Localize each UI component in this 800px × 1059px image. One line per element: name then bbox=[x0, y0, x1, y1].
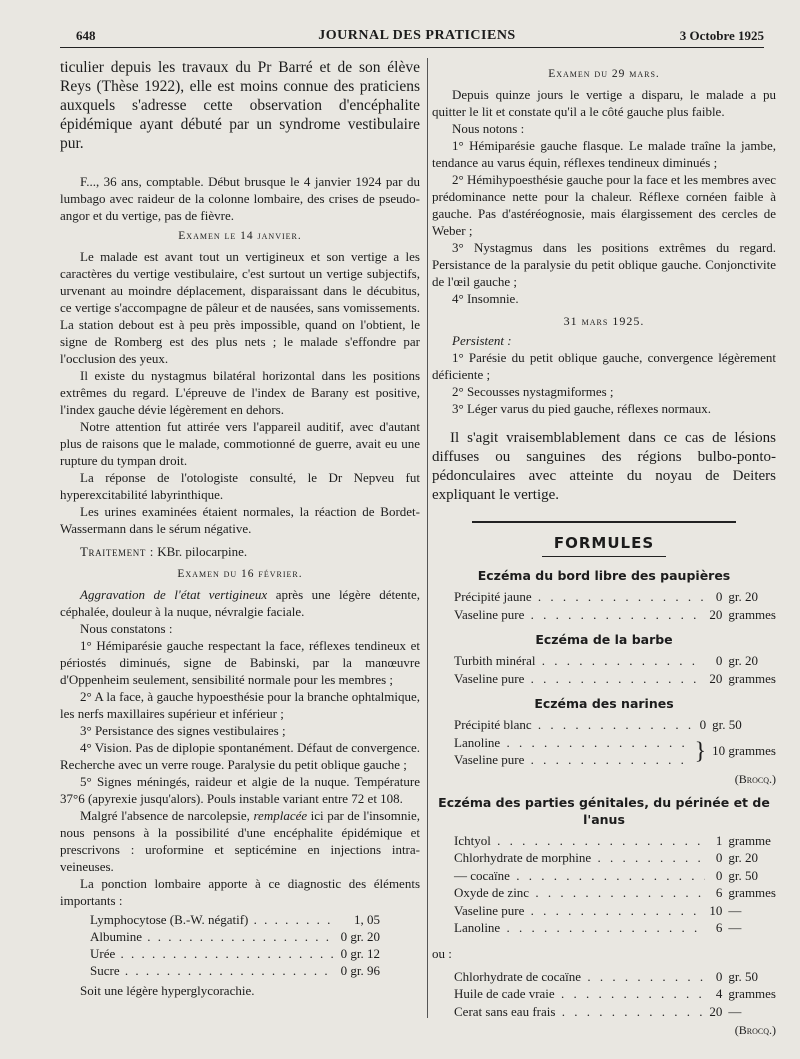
lab-row bbox=[90, 945, 380, 962]
formula-table-genitales bbox=[432, 832, 776, 937]
formula-row bbox=[432, 606, 776, 624]
formules-top-rule bbox=[472, 521, 736, 523]
persistent-item: 1° Parésie du petit oblique gauche, convergence légèrement déficiente ; bbox=[432, 350, 776, 382]
ingredient: Vaseline pure . . . bbox=[432, 606, 705, 624]
quantity: 20 bbox=[709, 606, 723, 622]
formula-row bbox=[432, 652, 776, 670]
right-column bbox=[432, 58, 776, 1039]
unit: gramme bbox=[728, 832, 771, 848]
quantity: 4 bbox=[715, 986, 723, 1001]
formula-heading: Eczéma des parties génitales, du périnée et de l'anus bbox=[438, 794, 770, 827]
quantity: 20 bbox=[709, 1003, 723, 1019]
persistent-item: 3° Léger varus du pied gauche, réflexes normaux. bbox=[452, 401, 711, 416]
formula-table-barbe bbox=[432, 652, 776, 687]
hyperglycorachie-line: Soit une légère hyperglycorachie. bbox=[80, 983, 255, 998]
exam3-paragraph: Depuis quinze jours le vertige a disparu, le malade a pu quitter le lit et constate qu'il a le côté gauche plus faible. bbox=[432, 87, 776, 119]
ingredient: Vaseline pure . . . bbox=[432, 751, 691, 769]
formula-row bbox=[432, 588, 776, 606]
brace-icon: } bbox=[694, 738, 707, 765]
lab-row bbox=[90, 911, 380, 928]
malgre-paragraph bbox=[60, 807, 420, 875]
quantity: 0 bbox=[715, 968, 723, 984]
lab-value: 0 gr. 20 bbox=[340, 929, 380, 944]
persistent-text: Persistent : bbox=[452, 333, 512, 348]
formula-row bbox=[432, 670, 776, 688]
ingredient: Vaseline pure . . . bbox=[432, 670, 705, 688]
lead-paragraph: ticulier depuis les travaux du Pr Barré et de son élève Reys (Thèse 1922), elle est moins connue des praticiens auxquels s'adresse cette observation d'encéphalite épidémique ayant débuté par un syndrome vestibulaire pur. bbox=[60, 59, 420, 152]
ingredient: — cocaïne . . . bbox=[432, 867, 705, 885]
unit: — bbox=[728, 920, 742, 935]
exam3-item: 1° Hémiparésie gauche flasque. Le malade traîne la jambe, tendance au varus équin, réflexes tendineux diminués ; bbox=[432, 138, 776, 170]
unit: gr. 50 bbox=[728, 867, 758, 883]
ponction-paragraph: La ponction lombaire apporte à ce diagnostic des éléments importants : bbox=[60, 876, 420, 908]
header-rule bbox=[60, 47, 764, 48]
aggravation-rest: après une légère détente, céphalée, douleur à la nuque, névralgie faciale. bbox=[60, 587, 421, 619]
formula-row bbox=[432, 968, 776, 986]
ou-line: ou : bbox=[432, 945, 452, 961]
lab-label: Albumine . . . bbox=[90, 928, 335, 945]
quantity: 10 bbox=[709, 902, 723, 918]
quantity: 1 bbox=[715, 832, 723, 848]
shared-quantity: 10 grammes bbox=[712, 743, 776, 759]
malgre-part-a: Malgré l'absence de narcolepsie, bbox=[80, 808, 254, 823]
lab-row bbox=[90, 962, 380, 979]
exam3-item: 3° Nystagmus dans les positions extrêmes du regard. Persistance de la paralysie du petit oblique gauche. Conjonctivite de l'œil gauche ; bbox=[432, 240, 776, 289]
formula-heading: Eczéma des narines bbox=[534, 696, 674, 711]
date-31-mars: 31 mars 1925. bbox=[563, 314, 645, 328]
formula-heading: Eczéma du bord libre des paupières bbox=[477, 568, 731, 583]
unit: gr. 20 bbox=[728, 850, 758, 865]
exam2-heading: Examen du 16 février. bbox=[177, 568, 303, 580]
quantity: 6 bbox=[715, 920, 723, 935]
exam1-paragraph-3: Notre attention fut attirée vers l'appareil auditif, avec d'autant plus de raisons que le malade, commotionné de guerre, avait eu une rupture du tympan droit. bbox=[60, 419, 420, 468]
aggravation-phrase: Aggravation de l'état vertigineux bbox=[80, 587, 268, 602]
unit: grammes bbox=[728, 606, 776, 622]
unit: gr. 50 bbox=[712, 717, 742, 732]
persistent-label bbox=[432, 332, 776, 349]
ingredient: Précipité jaune . . . bbox=[432, 588, 705, 606]
exam1-paragraph-4: La réponse de l'otologiste consulté, le Dr Nepveu fut hyperexcitabilité labyrinthique. bbox=[60, 470, 420, 502]
quantity: 0 bbox=[715, 867, 723, 883]
formula-row bbox=[432, 867, 776, 885]
formula-row bbox=[432, 919, 776, 937]
formula-heading: Eczéma de la barbe bbox=[535, 632, 673, 647]
ingredient: Turbith minéral . . . bbox=[432, 652, 705, 670]
exam2-item: 3° Persistance des signes vestibulaires ; bbox=[80, 723, 286, 738]
unit: gr. 20 bbox=[728, 653, 758, 668]
formula-row bbox=[432, 902, 776, 920]
formula-row bbox=[432, 716, 776, 734]
formula-table-narines bbox=[432, 716, 776, 769]
quantity: 0 bbox=[715, 589, 723, 604]
exam3-item: 2° Hémihypoesthésie gauche pour la face et les membres avec prédominance nette pour la chaleur. Réflexe cornéen faible à gauche. Pas d'astéréognosie, mais élargissement des cercles de Weber ; bbox=[432, 172, 776, 238]
exam1-paragraph-5: Les urines examinées étaient normales, la réaction de Bordet-Wassermann dans le sérum négative. bbox=[60, 504, 420, 536]
conclusion-paragraph: Il s'agit vraisemblablement dans ce cas de lésions diffuses ou sanguines des régions bulbo-ponto-pédonculaires avec atteinte du noyau de Deiters expliquant le vertige. bbox=[432, 430, 776, 503]
formula-row bbox=[432, 985, 776, 1003]
formules-title: FORMULES bbox=[553, 534, 655, 552]
exam2-item: 4° Vision. Pas de diplopie spontanément. Défaut de convergence. Recherche avec un verre rouge. Paralysie du petit oblique gauche ; bbox=[60, 740, 420, 772]
quantity: 0 bbox=[715, 850, 723, 865]
unit: — bbox=[728, 1003, 742, 1019]
ingredient: Vaseline pure . . . bbox=[432, 902, 705, 920]
lab-value: 0 gr. 96 bbox=[340, 963, 380, 978]
malgre-part-b: ici par de l'insomnie, nous pensons à la possibilité d'une encéphalite épidémique et prescrivons : uroformine et septicémine en injections intra-veineuses. bbox=[60, 808, 420, 874]
lab-table bbox=[90, 911, 380, 979]
lab-value: 1, 05 bbox=[354, 912, 380, 927]
quantity: 0 bbox=[715, 653, 723, 668]
exam2-paragraph-1 bbox=[60, 586, 420, 620]
formula-row bbox=[432, 734, 776, 752]
unit: grammes bbox=[728, 885, 776, 900]
formula-row bbox=[432, 884, 776, 902]
ingredient: Huile de cade vraie . . . bbox=[432, 985, 705, 1003]
exam1-heading: Examen le 14 janvier. bbox=[178, 230, 302, 242]
malgre-emphasis: remplacée bbox=[253, 808, 308, 823]
exam1-paragraph-2: Il existe du nystagmus bilatéral horizontal dans les positions extrêmes du regard. L'épreuve de l'index de Barany est positive, l'index gauche dévie légèrement en dehors. bbox=[60, 368, 420, 417]
ingredient: Ichtyol . . . bbox=[432, 832, 705, 850]
column-divider bbox=[427, 58, 428, 1018]
unit: gr. 50 bbox=[728, 968, 758, 984]
quantity: 6 bbox=[715, 885, 723, 900]
lab-value: 0 gr. 12 bbox=[340, 946, 380, 961]
traitement-label: Traitement : bbox=[80, 544, 154, 559]
formules-sub-rule bbox=[542, 556, 666, 557]
unit: grammes bbox=[728, 986, 776, 1001]
exam3-item: 4° Insomnie. bbox=[452, 291, 519, 306]
formula-row bbox=[432, 832, 776, 850]
ingredient: Oxyde de zinc . . . bbox=[432, 884, 705, 902]
unit: gr. 20 bbox=[728, 589, 758, 604]
exam2-item: 5° Signes méningés, raideur et algie de la nuque. Température 37°6 (apyrexie jusqu'alors). Pouls instable variant entre 72 et 108. bbox=[60, 774, 420, 806]
case-intro: F..., 36 ans, comptable. Début brusque le 4 janvier 1924 par du lumbago avec raideur de la colonne lombaire, des crises de pseudo-angor et du vertige, pas de fièvre. bbox=[60, 174, 420, 223]
lab-label: Lymphocytose (B.-W. négatif) . . . bbox=[90, 911, 335, 928]
ingredient: Lanoline . . . bbox=[432, 734, 691, 752]
ingredient: Cerat sans eau frais . . . bbox=[432, 1003, 705, 1021]
formula-table-alternative bbox=[432, 968, 776, 1021]
ingredient: Chlorhydrate de morphine . . . bbox=[432, 849, 705, 867]
page-header bbox=[70, 28, 764, 46]
traitement-line bbox=[60, 543, 420, 560]
unit: — bbox=[728, 902, 742, 918]
persistent-item: 2° Secousses nystagmiformes ; bbox=[452, 384, 614, 399]
journal-title: JOURNAL DES PRATICIENS bbox=[318, 28, 516, 43]
ingredient: Lanoline . . . bbox=[432, 919, 705, 937]
exam3-heading: Examen du 29 mars. bbox=[548, 68, 660, 80]
exam2-item: 2° A la face, à gauche hypoesthésie pour la branche ophtalmique, les nerfs maxillaires supérieur et inférieur ; bbox=[60, 689, 420, 721]
reference-brocq: (Brocq.) bbox=[734, 1023, 776, 1037]
reference-brocq: (Brocq.) bbox=[734, 771, 776, 786]
left-column bbox=[60, 58, 420, 999]
page-number: 648 bbox=[76, 28, 96, 43]
formula-row bbox=[432, 1003, 776, 1021]
lab-label: Urée . . . bbox=[90, 945, 335, 962]
lab-row bbox=[90, 928, 380, 945]
notons-line: Nous notons : bbox=[452, 121, 525, 136]
exam2-item: 1° Hémiparésie gauche respectant la face, réflexes tendineux et périostés diminués, signe de Babinski, par la manœuvre d'Oppenheim seulement, sensibilité normale pour les membres ; bbox=[60, 638, 420, 687]
traitement-text: KBr. pilocarpine. bbox=[157, 544, 248, 559]
formula-table-paupieres bbox=[432, 588, 776, 623]
ingredient: Précipité blanc . . . bbox=[432, 716, 691, 734]
exam1-paragraph-1: Le malade est avant tout un vertigineux et son vertige a les caractères du vertige vestibulaire, c'est surtout un vertige subjectifs, urvenant au moindre déplacement, disparaissant dans le décubitus, ce vertige s'accompagne de pâleur et de nausées, sans vomissements. La station debout est à peu près impossible, quand on l'obtient, le signe de Romberg est des plus nets ; le malade s'effondre par l'occlusion des yeux. bbox=[60, 249, 420, 366]
ingredient: Chlorhydrate de cocaïne . . . bbox=[432, 968, 705, 986]
unit: grammes bbox=[728, 670, 776, 686]
issue-date: 3 Octobre 1925 bbox=[679, 28, 764, 43]
quantity: 20 bbox=[709, 670, 723, 686]
constatons-line: Nous constatons : bbox=[80, 621, 173, 636]
quantity: 0 bbox=[699, 717, 707, 732]
lab-label: Sucre . . . bbox=[90, 962, 335, 979]
formula-row bbox=[432, 849, 776, 867]
